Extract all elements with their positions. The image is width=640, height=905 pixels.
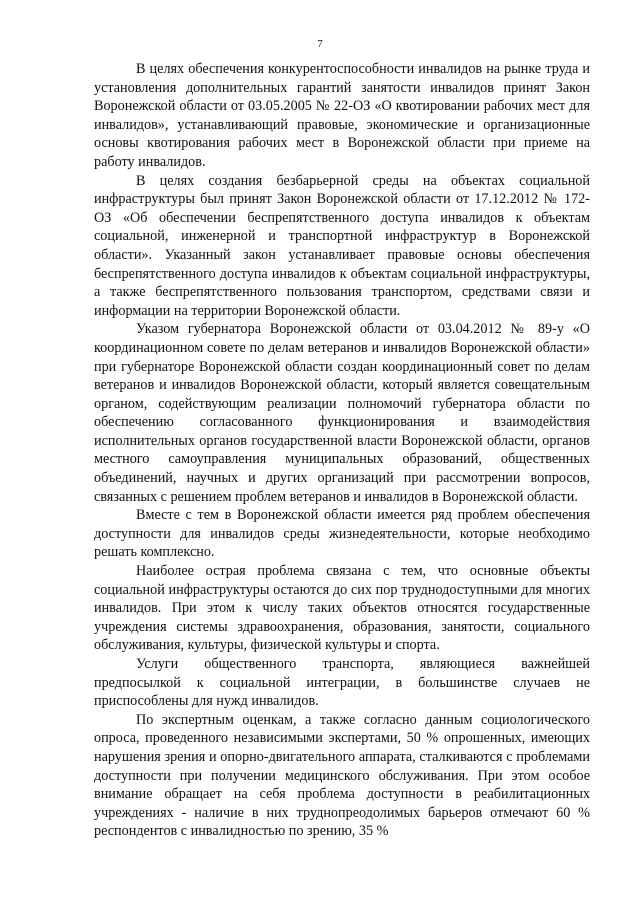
paragraph-infrastructure-problem: Наиболее острая проблема связана с тем, что основные объекты социальной инфраструктуры остаются до сих пор труднодоступными для многих инвалидов. При этом к числу таких объектов относятся государственные учреждения системы здравоохранения, образования, занятости, социального обслуживания, культуры, физической культуры и спорта. bbox=[94, 563, 590, 654]
document-body bbox=[94, 60, 590, 841]
paragraph-expert-survey: По экспертным оценкам, а также согласно данным социологического опроса, проведенного независимыми экспертами, 50 % опрошенных, имеющих нарушения зрения и опорно-двигательного аппарата, сталкиваются с проблемами доступности при получении медицинского обслуживания. При этом особое внимание обращает на себя проблема доступности в реабилитационных учреждениях - наличие в них труднопреодолимых барьеров отмечают 60 % респондентов с инвалидностью по зрению, 35 % bbox=[94, 711, 590, 840]
paragraph-coordination-council: Указом губернатора Воронежской области от 03.04.2012 № 89-у «О координационном совете по делам ветеранов и инвалидов Воронежской области» при губернаторе Воронежской области создан координационный совет по делам ветеранов и инвалидов Воронежской области, который является совещательным органом, содействующим реализации полномочий губернатора области по обеспечению согласованного функционирования и взаимодействия исполнительных органов государственной власти Воронежской области, органов местного самоуправления муниципальных образований, общественных объединений, научных и других организаций при рассмотрении вопросов, связанных с решением проблем ветеранов и инвалидов в Воронежской области. bbox=[94, 321, 590, 505]
paragraph-public-transport: Услуги общественного транспорта, являющиеся важнейшей предпосылкой к социальной интеграции, в большинстве случаев не приспособлены для нужд инвалидов. bbox=[94, 656, 590, 710]
page-number: 7 bbox=[317, 38, 323, 50]
paragraph-barrier-free-law: В целях создания безбарьерной среды на объектах социальной инфраструктуры был принят Закон Воронежской области от 17.12.2012 № 172-ОЗ «Об обеспечении беспрепятственного доступа инвалидов к объектам социальной, инженерной и транспортной инфраструктур в Воронежской области». Указанный закон устанавливает правовые основы обеспечения беспрепятственного доступа инвалидов к объектам социальной инфраструктуры, а также беспрепятственного пользования транспортом, средствами связи и информации на территории Воронежской области. bbox=[94, 172, 590, 319]
paragraph-quota-law: В целях обеспечения конкурентоспособности инвалидов на рынке труда и установления дополнительных гарантий занятости инвалидов принят Закон Воронежской области от 03.05.2005 № 22-ОЗ «О квотировании рабочих мест для инвалидов», устанавливающий правовые, экономические и организационные основы квотирования рабочих мест в Воронежской области при приеме на работу инвалидов. bbox=[94, 61, 590, 170]
paragraph-accessibility-problems: Вместе с тем в Воронежской области имеется ряд проблем обеспечения доступности для инвалидов среды жизнедеятельности, которые необходимо решать комплексно. bbox=[94, 507, 590, 561]
